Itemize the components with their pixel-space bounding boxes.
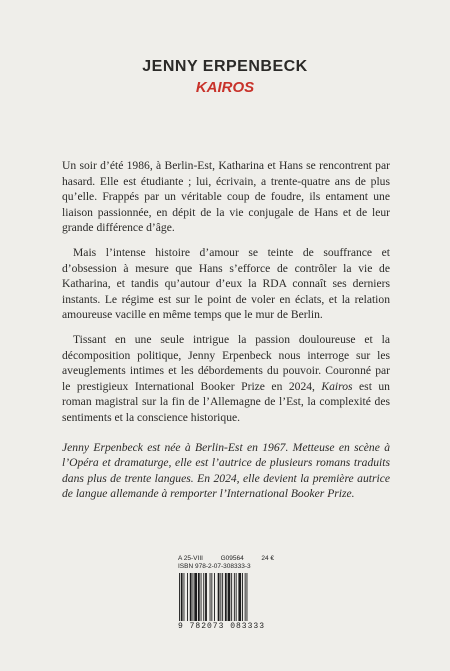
- ean-number: 9 782073 083333: [178, 622, 266, 631]
- title-mention: Kairos: [321, 379, 353, 393]
- isbn: ISBN 978-2-07-308333-3: [178, 563, 251, 570]
- price: 24 €: [261, 555, 274, 562]
- barcode-block: [178, 555, 274, 631]
- author-bio: Jenny Erpenbeck est née à Berlin-Est en 1967. Metteuse en scène à l’Opéra et dramaturge, elle est l’autrice de plusieurs romans traduits dans plus de trente langues. En 2024, elle devient la première autrice de langue allemande à remporter l’International Booker Prize.: [62, 440, 390, 501]
- barcode-image: [178, 573, 274, 621]
- book-title: KAIROS: [195, 79, 255, 96]
- paragraph-3-text-b: est un roman magistral sur la fin de l’Allemagne de l’Est, la complexité des sentiments et la conscience historique.: [62, 379, 390, 424]
- paragraph-3-text-a: Tissant en une seule intrigue la passion douloureuse et la décomposition politique, Jenny Erpenbeck nous interroge sur les aveuglements intimes et les débordements du pouvoir. Couronné par le prestigieux International Booker Prize en 2024,: [62, 332, 390, 393]
- paragraph-3: [62, 332, 390, 426]
- category-code: A 25-VIII: [178, 555, 203, 562]
- reference-code: G09564: [220, 555, 244, 562]
- paragraph-2: Mais l’intense histoire d’amour se teinte de souffrance et d’obsession à mesure que Hans s’efforce de contrôler la vie de Katharina, et tandis qu’autour d’eux la RDA connaît ses derniers instants. Le régime est sur le point de voler en éclats, et la relation amoureuse vacille en même temps que le mur de Berlin.: [62, 245, 390, 322]
- codes-line: [178, 555, 274, 562]
- author-name: JENNY ERPENBECK: [142, 58, 308, 75]
- header: [0, 58, 450, 96]
- paragraph-1: Un soir d’été 1986, à Berlin-Est, Katharina et Hans se rencontrent par hasard. Elle est étudiante ; lui, écrivain, a trente-quatre ans de plus qu’elle. Frappés par un véritable coup de foudre, ils entament une liaison passionnée, en dépit de la vie conjugale de Hans et de leur grande différence d’âge.: [62, 159, 390, 235]
- blurb: [62, 158, 390, 511]
